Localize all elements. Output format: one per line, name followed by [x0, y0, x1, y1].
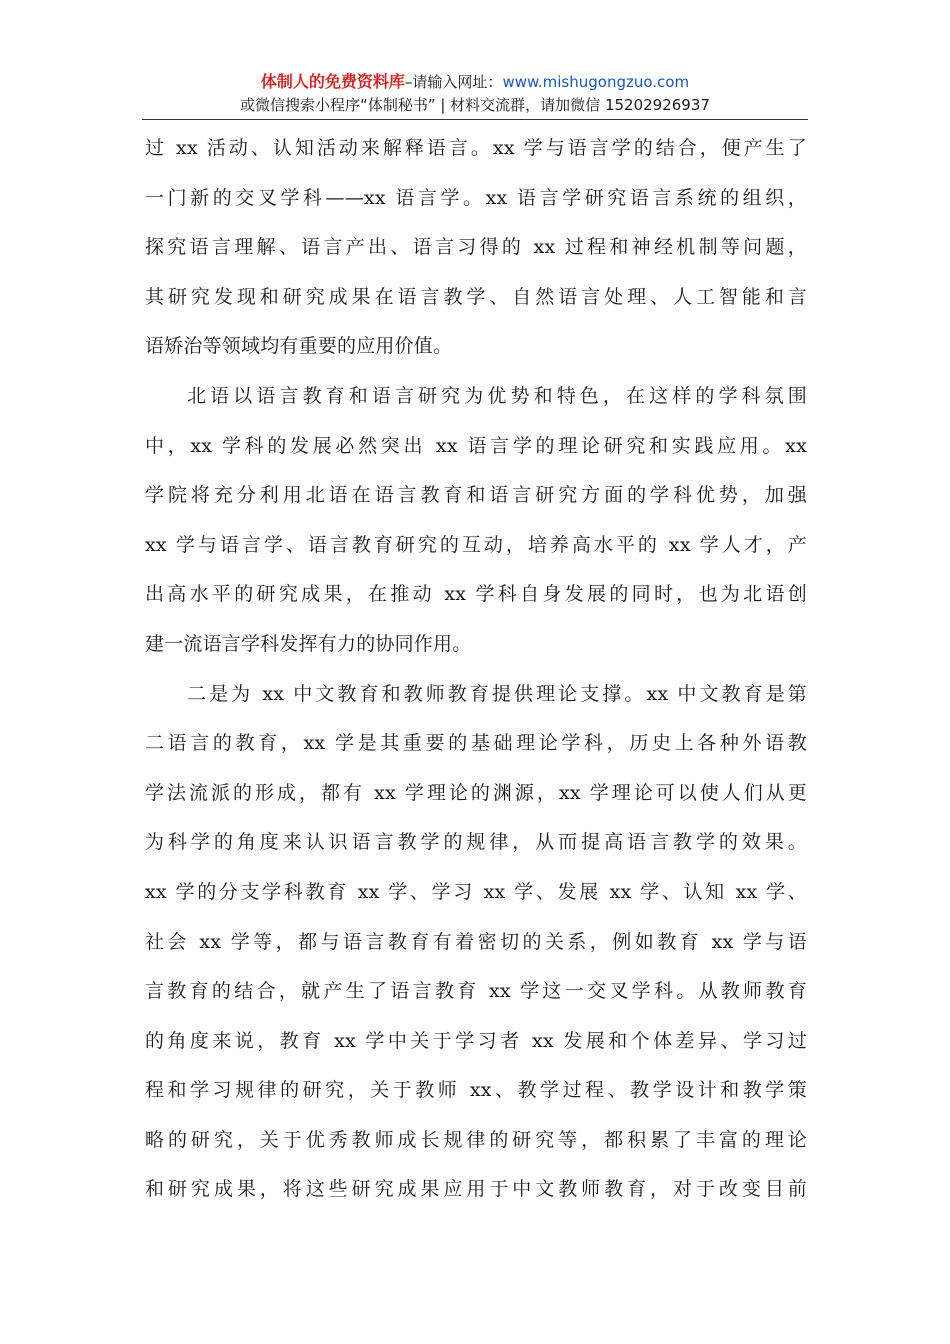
text-line: 的角度来说，教育 xx 学中关于学习者 xx 发展和个体差异、学习过 [145, 1029, 807, 1052]
text-line: 北语以语言教育和语言研究为优势和特色，在这样的学科氛围 [187, 384, 807, 407]
text-line: xx 学与语言学、语言教育研究的互动，培养高水平的 xx 学人才，产 [145, 533, 807, 556]
header-line-1 [0, 70, 950, 94]
page-header [0, 70, 950, 116]
text-line: 探究语言理解、语言产出、语言习得的 xx 过程和神经机制等问题， [145, 236, 807, 259]
text-line: 过 xx 活动、认知活动来解释语言。xx 学与语言学的结合，便产生了 [145, 137, 807, 159]
url-prompt: –请输入网址： [404, 73, 503, 91]
text-line: 中，xx 学科的发展必然突出 xx 语言学的理论研究和实践应用。xx [145, 434, 807, 457]
text-line: 略的研究，关于优秀教师成长规律的研究等，都积累了丰富的理论 [145, 1128, 807, 1151]
document-body [145, 128, 807, 1219]
text-line: 言教育的结合，就产生了语言教育 xx 学这一交叉学科。从教师教育 [145, 980, 807, 1003]
text-line: 其研究发现和研究成果在语言教学、自然语言处理、人工智能和言 [145, 285, 807, 308]
text-line: 社会 xx 学等，都与语言教育有着密切的关系，例如教育 xx 学与语 [145, 930, 807, 953]
text-line: 一门新的交叉学科——xx 语言学。xx 语言学研究语言系统的组织， [145, 186, 807, 209]
text-line: 建一流语言学科发挥有力的协同作用。 [145, 632, 472, 655]
text-line: 语矫治等领域均有重要的应用价值。 [145, 335, 453, 358]
text-line: 出高水平的研究成果，在推动 xx 学科自身发展的同时，也为北语创 [145, 583, 807, 606]
text-line: 二是为 xx 中文教育和教师教育提供理论支撑。xx 中文教育是第 [187, 682, 807, 705]
header-divider [142, 119, 808, 120]
site-url-link[interactable]: www.mishugongzuo.com [502, 73, 690, 91]
text-line: 二语言的教育，xx 学是其重要的基础理论学科，历史上各种外语教 [145, 732, 807, 755]
text-line: 和研究成果，将这些研究成果应用于中文教师教育，对于改变目前 [145, 1178, 807, 1201]
text-line: 学院将充分利用北语在语言教育和语言研究方面的学科优势，加强 [145, 484, 807, 507]
text-line: 学法流派的形成，都有 xx 学理论的渊源，xx 学理论可以使人们从更 [145, 781, 807, 804]
header-line-2: 或微信搜索小程序“体制秘书” | 材料交流群，请加微信 15202926937 [240, 96, 710, 114]
text-line: 为科学的角度来认识语言教学的规律，从而提高语言教学的效果。 [145, 831, 807, 854]
site-name: 体制人的免费资料库 [260, 72, 405, 91]
text-line: xx 学的分支学科教育 xx 学、学习 xx 学、发展 xx 学、认知 xx 学、 [145, 880, 807, 903]
text-line: 程和学习规律的研究，关于教师 xx、教学过程、教学设计和教学策 [145, 1079, 807, 1102]
